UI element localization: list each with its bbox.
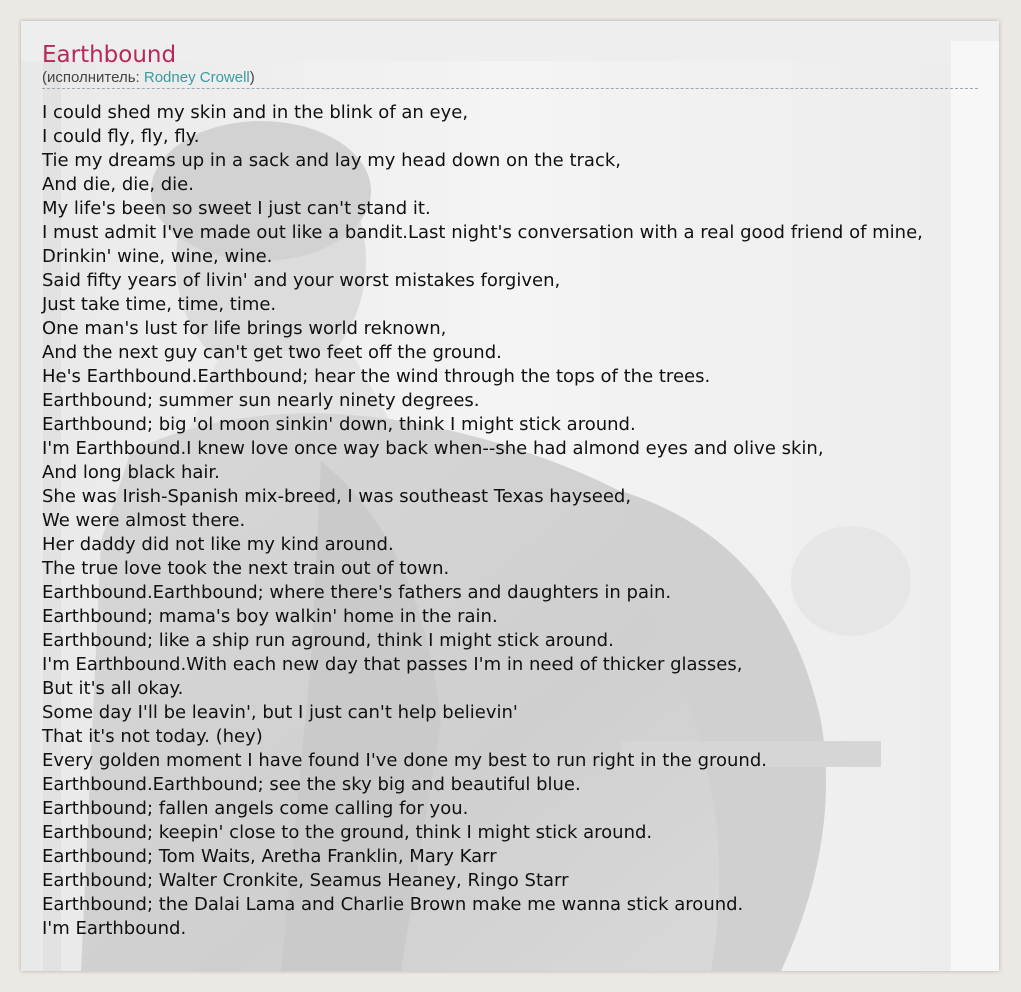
lyric-line: That it's not today. (hey): [42, 726, 263, 747]
lyric-line: Earthbound; big 'ol moon sinkin' down, think I might stick around.: [42, 414, 636, 435]
lyric-line: We were almost there.: [42, 510, 246, 531]
lyric-line: And the next guy can't get two feet off the ground.: [42, 342, 502, 363]
lyric-line: One man's lust for life brings world reknown,: [42, 318, 447, 339]
lyric-line: I'm Earthbound.With each new day that passes I'm in need of thicker glasses,: [42, 654, 743, 675]
lyric-line: I'm Earthbound.: [42, 918, 187, 939]
artist-suffix: ): [249, 69, 255, 86]
lyric-line: Earthbound; mama's boy walkin' home in the rain.: [42, 606, 498, 627]
lyrics-content: [42, 41, 999, 941]
lyric-line: Her daddy did not like my kind around.: [42, 534, 394, 555]
artist-line: [42, 69, 978, 89]
lyric-line: Earthbound; fallen angels come calling for you.: [42, 798, 469, 819]
lyric-line: I'm Earthbound.I knew love once way back when--she had almond eyes and olive skin,: [42, 438, 824, 459]
lyric-line: And long black hair.: [42, 462, 220, 483]
lyric-line: Earthbound; keepin' close to the ground, think I might stick around.: [42, 822, 653, 843]
lyric-line: Earthbound; the Dalai Lama and Charlie Brown make me wanna stick around.: [42, 894, 744, 915]
lyric-line: Earthbound; summer sun nearly ninety degrees.: [42, 390, 480, 411]
artist-link[interactable]: Rodney Crowell: [143, 69, 250, 86]
lyric-line: Earthbound.Earthbound; see the sky big and beautiful blue.: [42, 774, 581, 795]
lyric-line: Just take time, time, time.: [42, 294, 277, 315]
lyric-line: And die, die, die.: [42, 174, 194, 195]
lyric-line: I could shed my skin and in the blink of an eye,: [42, 102, 469, 123]
lyric-line: Earthbound; Tom Waits, Aretha Franklin, Mary Karr: [42, 846, 497, 867]
lyrics-text: [42, 101, 999, 941]
lyric-line: The true love took the next train out of town.: [42, 558, 450, 579]
lyric-line: Every golden moment I have found I've done my best to run right in the ground.: [42, 750, 767, 771]
artist-prefix: (исполнитель:: [42, 69, 144, 86]
lyric-line: He's Earthbound.Earthbound; hear the wind through the tops of the trees.: [42, 366, 711, 387]
lyric-line: Some day I'll be leavin', but I just can't help believin': [42, 702, 518, 723]
lyric-line: Drinkin' wine, wine, wine.: [42, 246, 273, 267]
lyric-line: Earthbound; Walter Cronkite, Seamus Heaney, Ringo Starr: [42, 870, 569, 891]
lyrics-panel: [21, 21, 999, 971]
lyric-line: Earthbound; like a ship run aground, think I might stick around.: [42, 630, 614, 651]
lyric-line: But it's all okay.: [42, 678, 184, 699]
lyric-line: Said fifty years of livin' and your worst mistakes forgiven,: [42, 270, 561, 291]
lyric-line: I could fly, fly, fly.: [42, 126, 200, 147]
lyric-line: She was Irish-Spanish mix-breed, I was southeast Texas hayseed,: [42, 486, 632, 507]
lyric-line: Earthbound.Earthbound; where there's fathers and daughters in pain.: [42, 582, 672, 603]
song-title: Earthbound: [42, 42, 177, 68]
lyric-line: I must admit I've made out like a bandit.Last night's conversation with a real good friend of mine,: [42, 222, 923, 243]
lyric-line: My life's been so sweet I just can't stand it.: [42, 198, 431, 219]
lyric-line: Tie my dreams up in a sack and lay my head down on the track,: [42, 150, 621, 171]
